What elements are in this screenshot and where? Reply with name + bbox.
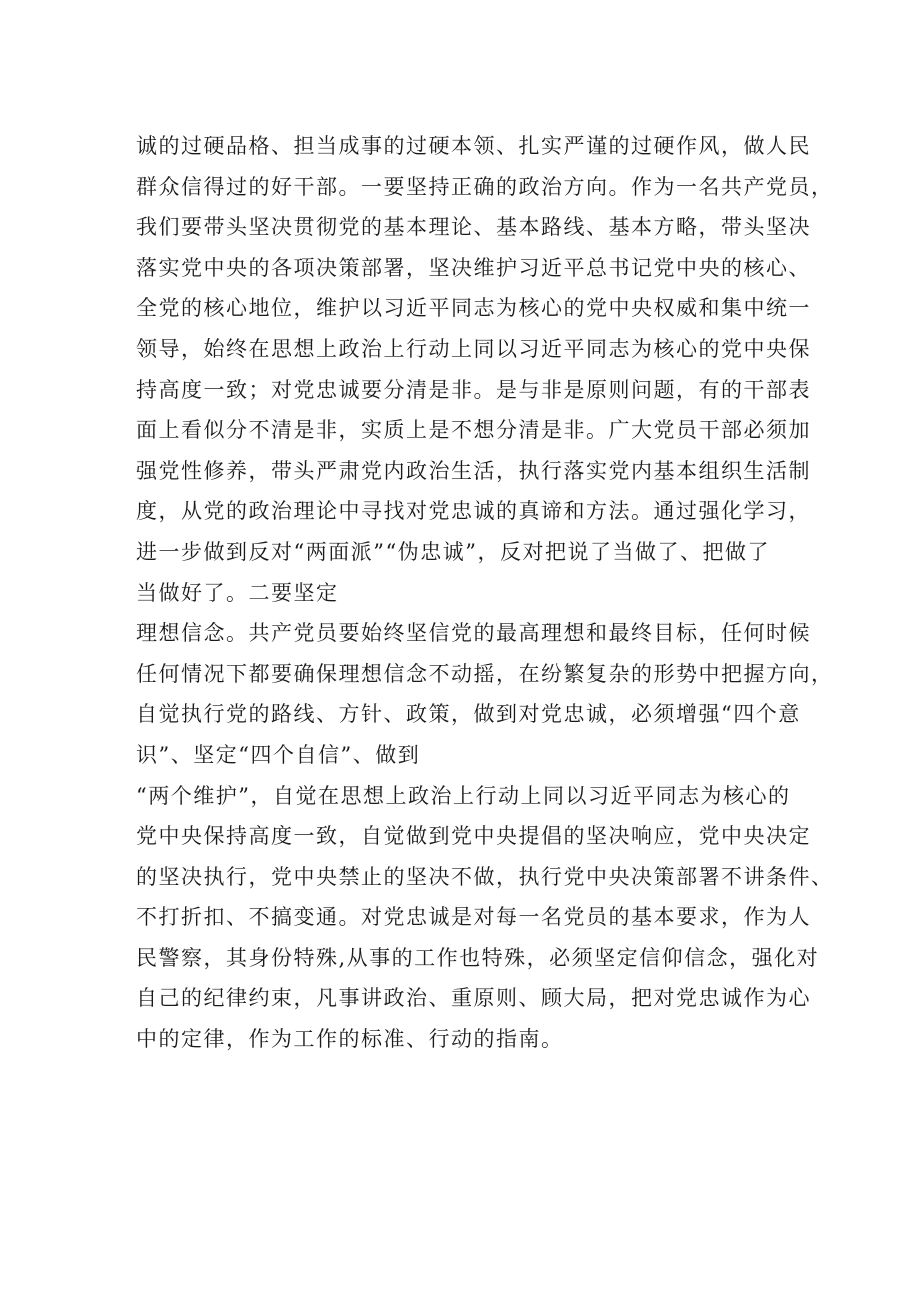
text-line: 度，从党的政治理论中寻找对党忠诚的真谛和方法。通过强化学习， — [136, 499, 811, 524]
text-line: 群众信得过的好干部。一要坚持正确的政治方向。作为一名共产党员， — [136, 174, 834, 199]
text-line: 自己的纪律约束，凡事讲政治、重原则、顾大局，把对党忠诚作为心 — [136, 986, 811, 1011]
text-line: “两个维护”，自觉在思想上政治上行动上同以习近平同志为核心的 — [136, 783, 791, 808]
text-line: 不打折扣、不搞变通。对党忠诚是对每一名党员的基本要求，作为人 — [136, 905, 811, 930]
text-line: 自觉执行党的路线、方针、政策，做到对党忠诚，必须增强“四个意 — [136, 702, 801, 727]
body-text — [136, 126, 834, 1060]
text-line: 进一步做到反对“两面派”“伪忠诚”，反对把说了当做了、把做了 — [136, 539, 770, 564]
text-line: 落实党中央的各项决策部署，坚决维护习近平总书记党中央的核心、 — [136, 255, 811, 280]
text-line: 任何情况下都要确保理想信念不动摇，在纷繁复杂的形势中把握方向， — [136, 661, 834, 686]
text-line: 我们要带头坚决贯彻党的基本理论、基本路线、基本方略，带头坚决 — [136, 215, 811, 240]
text-line: 理想信念。共产党员要始终坚信党的最高理想和最终目标，任何时候 — [136, 621, 811, 646]
text-line: 全党的核心地位，维护以习近平同志为核心的党中央权威和集中统一 — [136, 296, 811, 321]
text-line: 中的定律，作为工作的标准、行动的指南。 — [136, 1027, 564, 1052]
text-line: 强党性修养，带头严肃党内政治生活，执行落实党内基本组织生活制 — [136, 458, 811, 483]
text-line: 领导，始终在思想上政治上行动上同以习近平同志为核心的党中央保 — [136, 336, 811, 361]
text-line: 党中央保持高度一致，自觉做到党中央提倡的坚决响应，党中央决定 — [136, 824, 811, 849]
text-line: 的坚决执行，党中央禁止的坚决不做，执行党中央决策部署不讲条件、 — [136, 864, 834, 889]
text-line: 面上看似分不清是非，实质上是不想分清是非。广大党员干部必须加 — [136, 418, 811, 443]
text-line: 持高度一致；对党忠诚要分清是非。是与非是原则问题，有的干部表 — [136, 377, 811, 402]
text-line: 识”、坚定“四个自信”、做到 — [136, 742, 421, 767]
text-line: 当做好了。二要坚定 — [136, 580, 339, 605]
text-line: 民警察，其身份特殊,从事的工作也特殊，必须坚定信仰信念，强化对 — [136, 945, 820, 970]
text-line: 诚的过硬品格、担当成事的过硬本领、扎实严谨的过硬作风，做人民 — [136, 134, 811, 158]
